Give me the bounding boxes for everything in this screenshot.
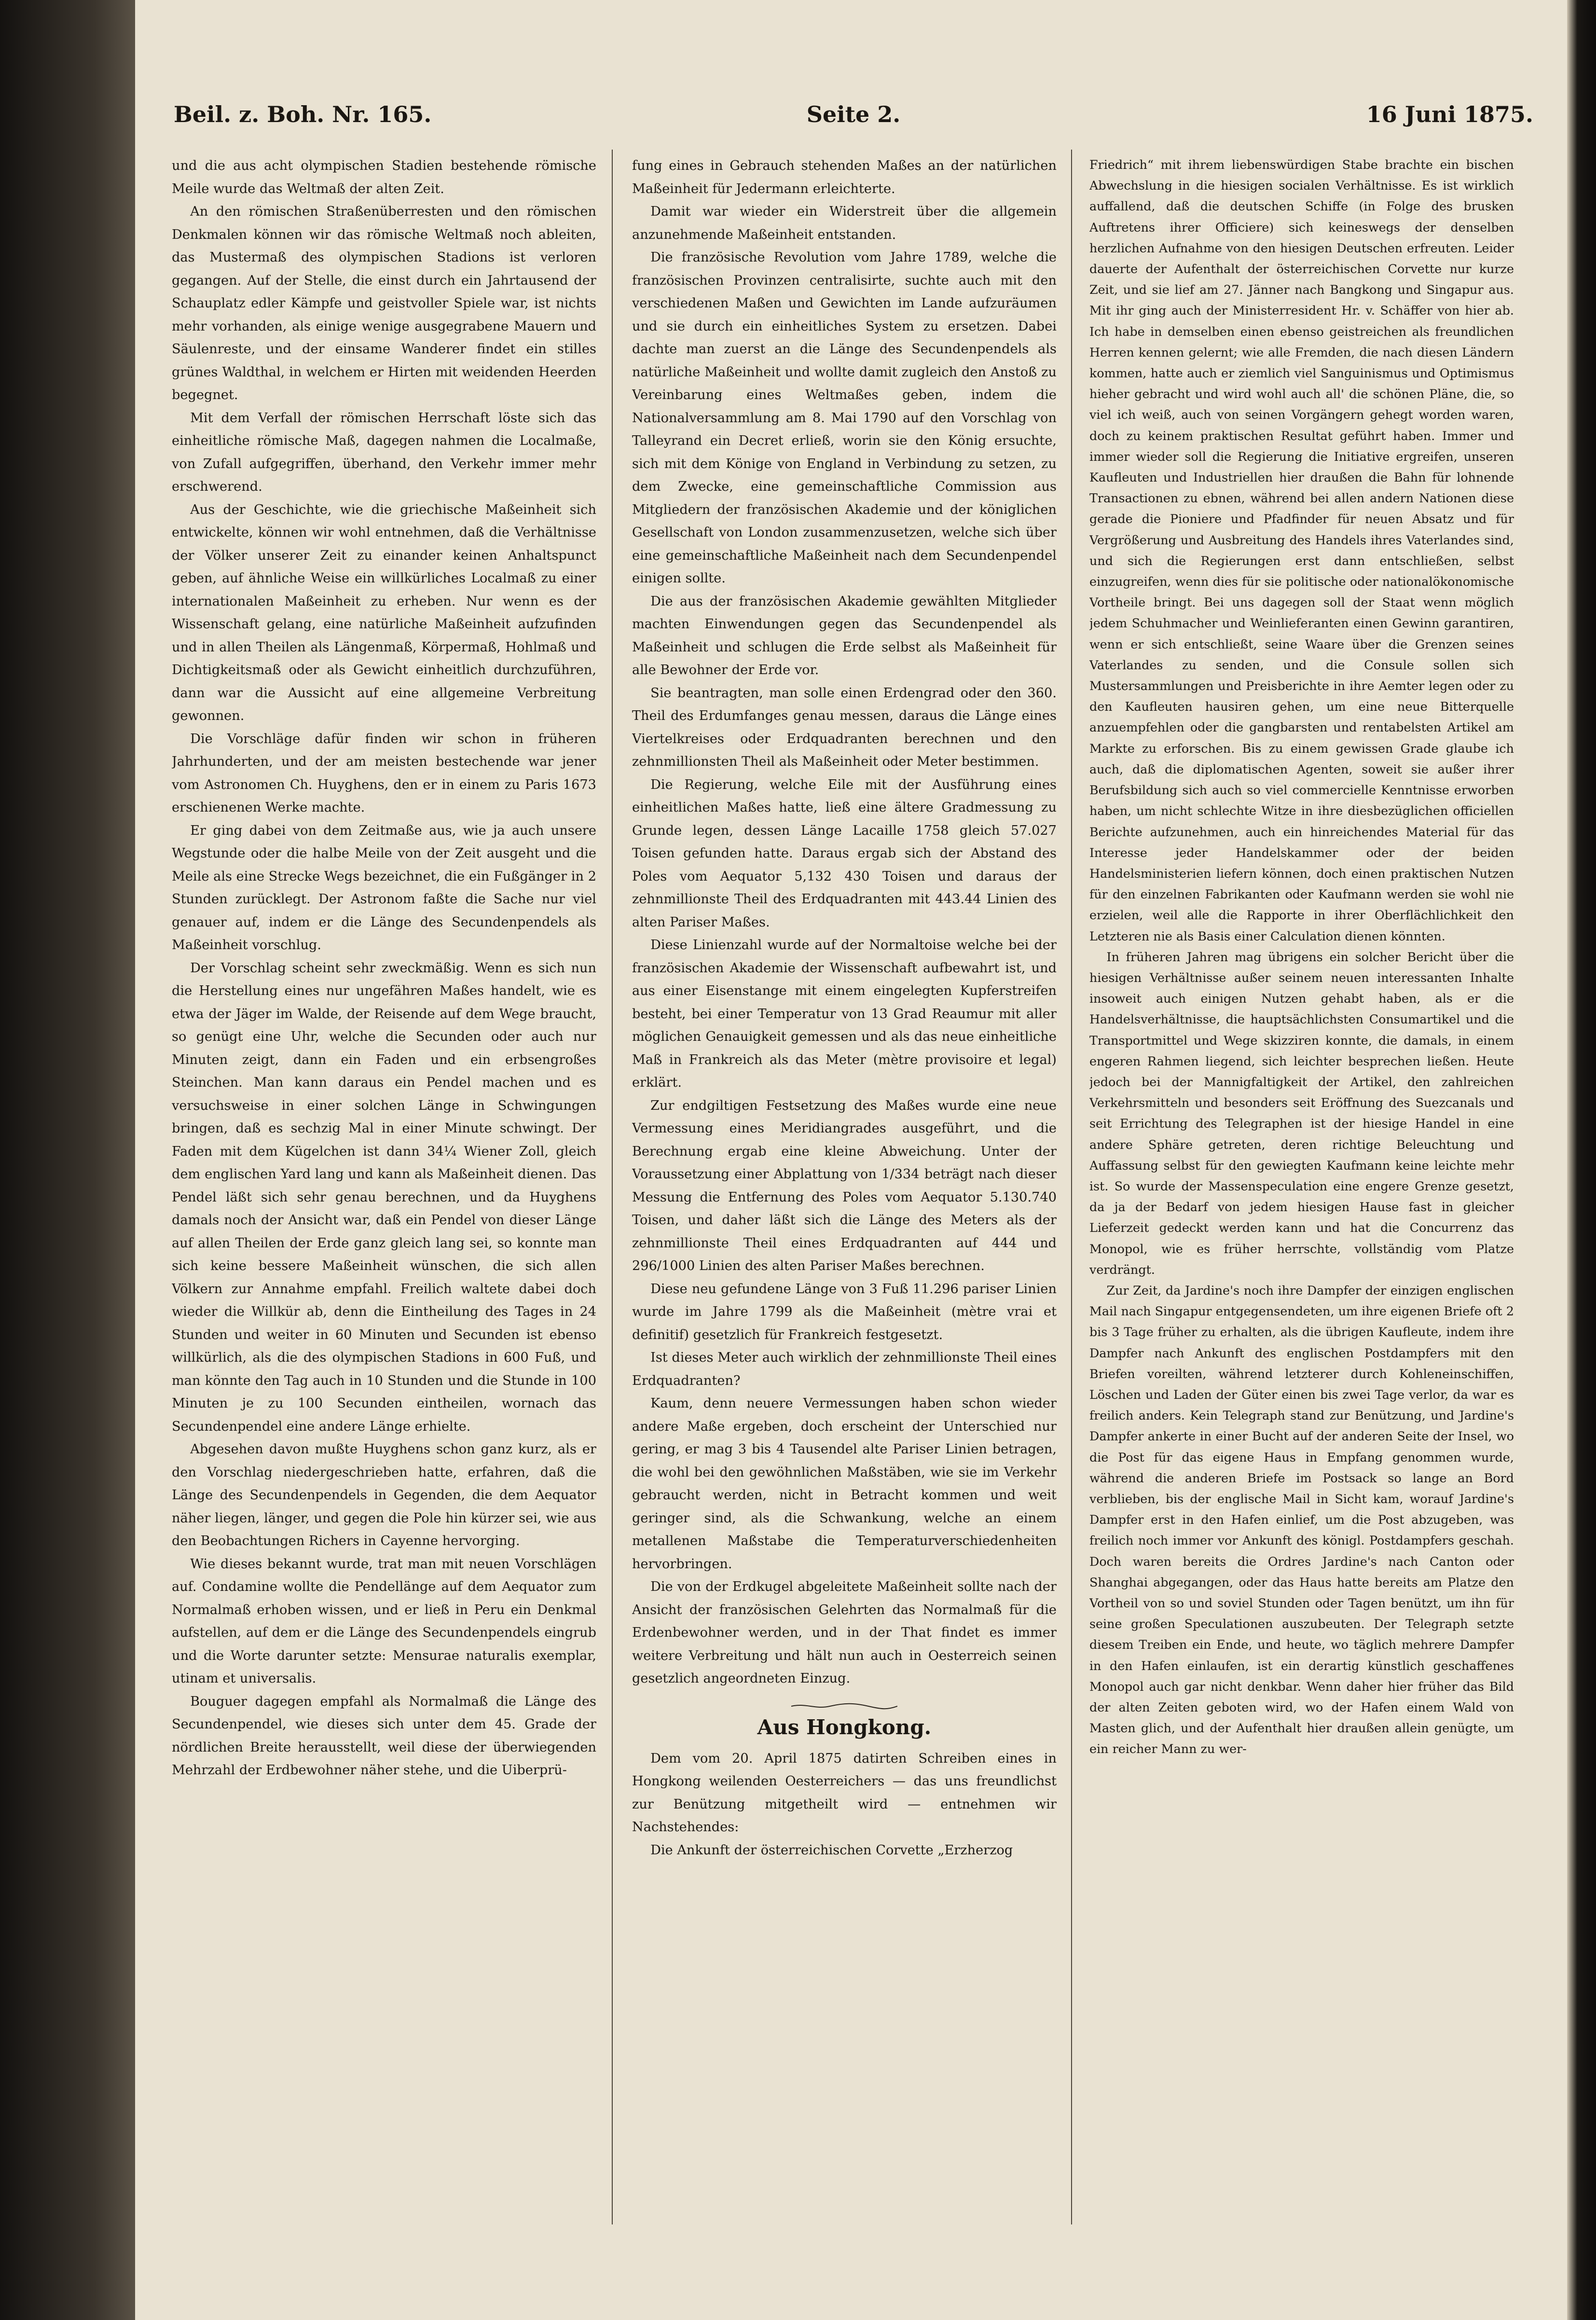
paragraph: Diese neu gefundene Länge von 3 Fuß 11.296 pariser Linien wurde im Jahre 1799 als die Maßeinheit (mètre vrai et definitif) gesetzlich für Frankreich festgesetzt.: [632, 1281, 1057, 1342]
paragraph: Ist dieses Meter auch wirklich der zehnmillionste Theil eines Erdquadranten?: [632, 1350, 1057, 1388]
paragraph: Die Ankunft der österreichischen Corvette „Erzherzog: [650, 1842, 1013, 1858]
paragraph: Wie dieses bekannt wurde, trat man mit neuen Vorschlägen auf. Condamine wollte die Pendellänge auf dem Aequator zum Normalmaß erhoben wissen, und er ließ in Peru ein Denkmal aufstellen, auf dem er die Länge des Secundenpendels eingrub und die Worte darunter setzte: Mensurae naturalis exemplar, utinam et universalis.: [172, 1556, 596, 1686]
paragraph: Die aus der französischen Akademie gewählten Mitglieder machten Einwendungen gegen das Secundenpendel als Maßeinheit und schlugen die Erde selbst als Maßeinheit für alle Bewohner der Erde vor.: [632, 594, 1057, 677]
paragraph: fung eines in Gebrauch stehenden Maßes an der natürlichen Maßeinheit für Jedermann erleichterte.: [632, 158, 1057, 196]
column-2: [632, 154, 1057, 2278]
paragraph: Damit war wieder ein Widerstreit über die allgemein anzunehmende Maßeinheit entstanden.: [632, 204, 1057, 242]
paragraph: Er ging dabei von dem Zeitmaße aus, wie ja auch unsere Wegstunde oder die halbe Meile von der Zeit ausgeht und die Meile als eine Strecke Wegs bezeichnet, die ein Fußgänger in 2 Stunden zurücklegt. Der Astronom faßte die Sache nur viel genauer auf, indem er die Länge des Secundenpendels als Maßeinheit vorschlug.: [172, 823, 596, 953]
paragraph: Aus der Geschichte, wie die griechische Maßeinheit sich entwickelte, können wir wohl entnehmen, daß die Verhältnisse der Völker unserer Zeit zu einander keinen Anhaltspunct geben, auf ähnliche Weise ein willkürliches Localmaß zu einer internationalen Maßeinheit zu erheben. Nur wenn es der Wissenschaft gelang, eine natürliche Maßeinheit aufzufinden und in allen Theilen als Längenmaß, Körpermaß, Hohlmaß und Dichtigkeitsmaß oder als Gewicht einheitlich durchzuführen, dann war die Aussicht auf eine allgemeine Verbreitung gewonnen.: [172, 502, 596, 723]
paragraph: Die von der Erdkugel abgeleitete Maßeinheit sollte nach der Ansicht der französischen Gelehrten das Normalmaß für die Erdenbewohner werden, und in der That findet es immer weitere Verbreitung und hält nun auch in Oesterreich seinen gesetzlich angeordneten Einzug.: [632, 1579, 1057, 1686]
paragraph: Dem vom 20. April 1875 datirten Schreiben eines in Hongkong weilenden Oesterreichers — das uns freundlichst zur Benützung mitgetheilt wird — entnehmen wir Nachstehendes:: [632, 1751, 1057, 1835]
paragraph: Der Vorschlag scheint sehr zweckmäßig. Wenn es sich nun die Herstellung eines nur ungefähren Maßes handelt, wie es etwa der Jäger im Walde, der Reisende auf dem Wege braucht, so genügt eine Uhr, welche die Secunden oder auch nur Minuten zeigt, dann ein Faden und ein erbsengroßes Steinchen. Man kann daraus ein Pendel machen und es versuchsweise in einer solchen Länge in Schwingungen bringen, daß es sechzig Mal in einer Minute schwingt. Der Faden mit dem Kügelchen ist dann 34¼ Wiener Zoll, gleich dem englischen Yard lang und kann als Maßeinheit dienen. Das Pendel läßt sich sehr genau berechnen, und da Huyghens damals noch der Ansicht war, daß ein Pendel von dieser Länge auf allen Theilen der Erde ganz gleich lang sei, so konnte man sich keine bessere Maßeinheit wünschen, die sich allen Völkern zur Annahme empfahl. Freilich waltete dabei doch wieder die Willkür ab, denn die Eintheilung des Tages in 24 Stunden und weiter in 60 Minuten und Secunden ist ebenso willkürlich, als die des olympischen Stadions in 600 Fuß, und man könnte den Tag auch in 10 Stunden und die Stunde in 100 Minuten je zu 100 Secunden eintheilen, wornach das Secundenpendel eine andere Länge erhielte.: [172, 960, 596, 1434]
column-1: [172, 154, 596, 2278]
header-issue: Beil. z. Boh. Nr. 165.: [174, 101, 432, 127]
paragraph: Kaum, denn neuere Vermessungen haben schon wieder andere Maße ergeben, doch erscheint der Unterschied nur gering, er mag 3 bis 4 Tausendel alte Pariser Linien betragen, die wohl bei den gewöhnlichen Maßstäben, wie sie im Verkehr gebraucht werden, nicht in Betracht kommen und weit geringer sind, als die Schwankung, welche an einem metallenen Maßstabe die Temperaturverschiedenheiten hervorbringen.: [632, 1396, 1057, 1572]
newspaper-page: [135, 0, 1567, 2320]
column-rule: [1071, 150, 1072, 2224]
paragraph: Die Vorschläge dafür finden wir schon in früheren Jahrhunderten, und der am meisten bestechende war jener vom Astronomen Ch. Huyghens, den er in einem zu Paris 1673 erschienenen Werke machte.: [172, 731, 596, 815]
paragraph: und die aus acht olympischen Stadien bestehende römische Meile wurde das Weltmaß der alten Zeit.: [172, 158, 596, 196]
paragraph: Zur endgiltigen Festsetzung des Maßes wurde eine neue Vermessung eines Meridiangrades ausgeführt, und die Berechnung ergab eine kleine Abweichung. Unter der Voraussetzung einer Abplattung von 1/334 beträgt nach dieser Messung die Entfernung des Poles vom Aequator 5.130.740 Toisen, und daher läßt sich die Länge des Meters als der zehnmillionste Theil eines Erdquadranten auf 444 und 296/1000 Linien des alten Pariser Maßes berechnen.: [632, 1098, 1057, 1273]
paragraph: Friedrich“ mit ihrem liebenswürdigen Stabe brachte ein bischen Abwechslung in die hiesigen socialen Verhältnisse. Es ist wirklich auffallend, daß die deutschen Schiffe (in Folge des brusken Auftretens ihrer Officiere) sich keineswegs der denselben herzlichen Aufnahme von den hiesigen Deutschen erfreuten. Leider dauerte der Aufenthalt der österreichischen Corvette nur kurze Zeit, und sie lief am 27. Jänner nach Bangkong und Singapur aus. Mit ihr ging auch der Ministerresident Hr. v. Schäffer von hier ab. Ich habe in demselben einen ebenso geistreichen als freundlichen Herren kennen gelernt; wie alle Fremden, die nach diesen Ländern kommen, hatte auch er ziemlich viel Sanguinismus und Optimismus hieher gebracht und wird wohl auch all' die schönen Pläne, die, so viel ich weiß, auch von seinen Vorgängern gehegt worden waren, doch zu keinem praktischen Resultat geführt haben. Immer und immer wieder soll die Regierung die Initiative ergreifen, unseren Kaufleuten und Industriellen hier draußen die Bahn für lohnende Transactionen zu ebnen, während bei allen andern Nationen diese gerade die Pioniere und Pfadfinder für neuen Absatz und für Vergrößerung und Ausbreitung des Handels ihres Vaterlandes sind, und sich die Regierungen erst dann entschließen, selbst einzugreifen, wenn dies für sie politische oder nationalökonomische Vortheile bringt. Bei uns dagegen soll der Staat wenn möglich jedem Schuhmacher und Weinlieferanten einen Gewinn garantiren, wenn er sich entschließt, seine Waare über die Grenzen seines Vaterlandes zu senden, und die Consule sollen sich Mustersammlungen und Preisberichte in ihre Aemter legen oder zu den Kaufleuten hausiren gehen, um eine neue Bitterquelle anzuempfehlen oder die gangbarsten und rentabelsten Artikel am Markte zu erforschen. Bis zu einem gewissen Grade glaube ich auch, daß die diplomatischen Agenten, soweit sie außer ihrer Berufsbildung sich auch so viel commercielle Kenntnisse erworben haben, um nicht schlechte Witze in ihre diesbezüglichen officiellen Berichte aufzunehmen, auch ein hinreichendes Material für das Interesse jeder Handelskammer oder der beiden Handelsministerien liefern können, doch einen praktischen Nutzen für den einzelnen Fabrikanten oder Kaufmann werden sie wohl nie erzielen, weil alle die Rapporte in ihrer Oberflächlichkeit den Letzteren nie als Basis einer Calculation dienen könnten.: [1089, 157, 1514, 943]
scan-left-margin: [0, 0, 135, 2320]
ornamental-rule: [632, 1694, 1057, 1702]
paragraph: In früheren Jahren mag übrigens ein solcher Bericht über die hiesigen Verhältnisse außer seinem neuen interessanten Inhalte insoweit auch einigen Nutzen gehabt haben, als er die Handelsverhältnisse, die hauptsächlichsten Consumartikel und die Transportmittel und Wege skizziren konnte, die damals, in einem engeren Rahmen liegend, sich leichter besprechen ließen. Heute jedoch bei der Mannigfaltigkeit der Artikel, den zahlreichen Verkehrsmitteln und besonders seit Eröffnung des Suezcanals und seit Errichtung des Telegraphen ist der hiesige Handel in eine andere Sphäre getreten, deren richtige Beleuchtung und Auffassung selbst für den gewiegten Kaufmann keine leichte mehr ist. So wurde der Massenspeculation eine engere Grenze gesetzt, da ja der Bedarf von jedem hiesigen Hause fast in gleicher Lieferzeit gedeckt werden kann und hat die Concurrenz das Monopol, wie es früher herrschte, vollständig vom Platze verdrängt.: [1089, 949, 1514, 1277]
paragraph: Die Regierung, welche Eile mit der Ausführung eines einheitlichen Maßes hatte, ließ eine ältere Gradmessung zu Grunde legen, dessen Länge Lacaille 1758 gleich 57.027 Toisen gefunden hatte. Daraus ergab sich der Abstand des Poles vom Aequator 5,132 430 Toisen und daraus der zehnmillionste Theil des Erdquadranten mit 443.44 Linien des alten Pariser Maßes.: [632, 777, 1057, 930]
scan-right-margin: [1567, 0, 1596, 2320]
paragraph: Diese Linienzahl wurde auf der Normaltoise welche bei der französischen Akademie der Wissenschaft aufbewahrt ist, und aus einer Eisenstange mit einem eingelegten Kupferstreifen besteht, bei einer Temperatur von 13 Grad Reaumur mit aller möglichen Genauigkeit gemessen und als das neue einheitliche Maß in Frankreich als das Meter (mètre provisoire et legal) erklärt.: [632, 938, 1057, 1090]
paragraph: Bouguer dagegen empfahl als Normalmaß die Länge des Secundenpendel, wie dieses sich unter dem 45. Grade der nördlichen Breite herausstellt, weil diese der überwiegenden Mehrzahl der Erdbewohner näher stehe, und die Uiberprü-: [172, 1694, 596, 1778]
header-date: 16 Juni 1875.: [1366, 101, 1533, 127]
paragraph: Die französische Revolution vom Jahre 1789, welche die französischen Provinzen centralisirte, suchte auch mit den verschiedenen Maßen und Gewichten im Lande aufzuräumen und sie durch ein einheitliches System zu ersetzen. Dabei dachte man zuerst an die Länge des Secundenpendels als natürliche Maßeinheit und wollte damit zugleich den Anstoß zu Vereinbarung eines Weltmaßes geben, indem die Nationalversammlung am 8. Mai 1790 auf den Vorschlag von Talleyrand ein Decret erließ, worin sie den König ersuchte, sich mit dem Könige von England in Verbindung zu setzen, zu dem Zwecke, eine gemeinschaftliche Commission aus Mitgliedern der französischen Akademie und der königlichen Gesellschaft von London zusammenzusetzen, welche sich über eine gemeinschaftliche Maßeinheit nach dem Secundenpendel einigen sollte.: [632, 250, 1057, 586]
column-rule: [612, 150, 613, 2224]
running-head: [174, 101, 1533, 140]
section-title: Aus Hongkong.: [757, 1715, 932, 1739]
paragraph: Zur Zeit, da Jardine's noch ihre Dampfer der einzigen englischen Mail nach Singapur entgegensendeten, um ihre eigenen Briefe oft 2 bis 3 Tage früher zu erhalten, als die übrigen Kaufleute, indem ihre Dampfer nach Ankunft des englischen Postdampfers mit den Briefen voreilten, während letzterer durch Kohleneinschiffen, Löschen und Laden der Güter einen bis zwei Tage verlor, da war es freilich anders. Kein Telegraph stand zur Benützung, und Jardine's Dampfer ankerte in einer Bucht auf der anderen Seite der Insel, wo die Post für das eigene Haus in Empfang genommen wurde, während die anderen Briefe im Postsack so lange an Bord verblieben, bis der englische Mail in Sicht kam, worauf Jardine's Dampfer erst in den Hafen einlief, um die Post abzugeben, was freilich noch immer vor Ankunft des königl. Postdampfers geschah. Doch waren bereits die Ordres Jardine's nach Canton oder Shanghai abgegangen, oder das Haus hatte bereits am Platze den Vortheil von so und soviel Stunden oder Tagen benützt, um ihn für seine großen Speculationen auszubeuten. Der Telegraph setzte diesem Treiben ein Ende, und heute, wo täglich mehrere Dampfer in den Hafen einlaufen, ist ein derartig künstlich geschaffenes Monopol auch gar nicht denkbar. Wenn daher hier früher das Bild der alten Zeiten geboten wird, wo der Hafen einem Wald von Masten glich, und der Aufenthalt hier draußen allein genügte, um ein reicher Mann zu wer-: [1089, 1283, 1514, 1756]
column-3: [1089, 154, 1514, 2278]
paragraph: An den römischen Straßenüberresten und den römischen Denkmalen können wir das römische Weltmaß noch ableiten, das Mustermaß des olympischen Stadions ist verloren gegangen. Auf der Stelle, die einst durch ein Jahrtausend der Schauplatz edler Kämpfe und geistvoller Spiele war, ist nichts mehr vorhanden, als einige wenige ausgegrabene Mauern und Säulenreste, und der einsame Wanderer findet ein stilles grünes Waldthal, in welchem er Hirten mit weidenden Heerden begegnet.: [172, 204, 596, 402]
paragraph: Abgesehen davon mußte Huyghens schon ganz kurz, als er den Vorschlag niedergeschrieben hatte, erfahren, daß die Länge des Secundenpendels in Gegenden, die dem Aequator näher liegen, länger, und gegen die Pole hin kürzer sei, wie aus den Beobachtungen Richers in Cayenne hervorging.: [172, 1442, 596, 1548]
paragraph: Mit dem Verfall der römischen Herrschaft löste sich das einheitliche römische Maß, dagegen nahmen die Localmaße, von Zufall aufgegriffen, überhand, den Verkehr immer mehr erschwerend.: [172, 410, 596, 494]
header-page-number: Seite 2.: [806, 101, 901, 127]
paragraph: Sie beantragten, man solle einen Erdengrad oder den 360. Theil des Erdumfanges genau messen, daraus die Länge eines Viertelkreises oder Erdquadranten berechnen und den zehnmillionsten Theil als Maßeinheit oder Meter bestimmen.: [632, 685, 1057, 769]
